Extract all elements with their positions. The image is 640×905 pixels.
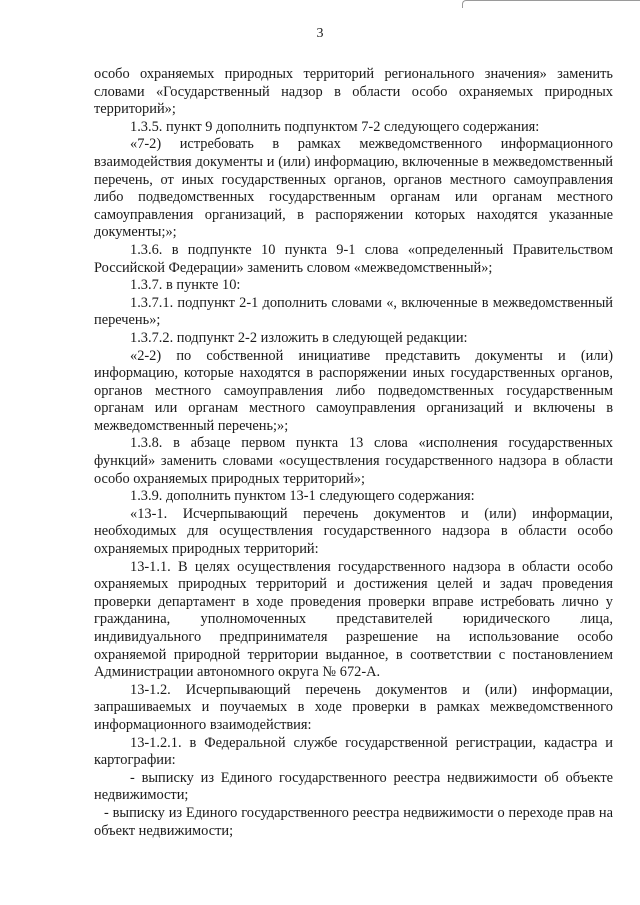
paragraph: 1.3.7. в пункте 10:	[130, 277, 241, 294]
paragraph: 1.3.7.2. подпункт 2-2 изложить в следующей редакции:	[130, 329, 468, 346]
paragraph: 1.3.8. в абзаце первом пункта 13 слова «исполнения государственных функций» заменить словами «осуществления государственного надзора в области особо охраняемых природных территорий»;	[94, 435, 613, 487]
page-number: 3	[316, 26, 324, 41]
paragraph: 1.3.6. в подпункте 10 пункта 9-1 слова «определенный Правительством Российской Федерации» заменить словом «межведомственный»;	[94, 241, 613, 276]
paragraph: «7-2) истребовать в рамках межведомственного информационного взаимодействия документы и (или) информацию, включенные в межведомственный перечень, от иных государственных органов, органов местного самоуправления либо подведомственных государственным органам или органам местного самоуправления организаций, в распоряжении которых находятся указанные документы;»;	[94, 136, 613, 241]
document-body	[94, 66, 613, 840]
paragraph: 1.3.5. пункт 9 дополнить подпунктом 7-2 следующего содержания:	[130, 118, 540, 135]
paragraph: 1.3.9. дополнить пунктом 13-1 следующего содержания:	[130, 488, 475, 505]
scan-corner-mark	[462, 0, 640, 8]
paragraph: особо охраняемых природных территорий регионального значения» заменить словами «Государственный надзор в области особо охраняемых природных территорий»;	[94, 66, 613, 118]
paragraph: 13-1.2.1. в Федеральной службе государственной регистрации, кадастра и картографии:	[94, 734, 613, 769]
paragraph: «13-1. Исчерпывающий перечень документов и (или) информации, необходимых для осуществления государственного надзора в области особо охраняемых природных территорий:	[94, 505, 613, 558]
paragraph: 13-1.2. Исчерпывающий перечень документов и (или) информации, запрашиваемых и поучаемых в ходе проверки в рамках межведомственного информационного взаимодействия:	[94, 681, 613, 733]
list-item: - выписку из Единого государственного реестра недвижимости об объекте недвижимости;	[94, 769, 613, 804]
paragraph: 13-1.1. В целях осуществления государственного надзора в области особо охраняемых природных территорий и достижения целей и задач проведения проверки департамент в ходе проведения проверки вправе истребовать лично у гражданина, уполномоченных представителей юридического лица, индивидуального предпринимателя разрешение на использование особо охраняемой природной территории выданное, в соответствии с постановлением Администрации автономного округа № 672-А.	[94, 558, 613, 681]
paragraph: 1.3.7.1. подпункт 2-1 дополнить словами «, включенные в межведомственный перечень»;	[94, 294, 613, 329]
paragraph: «2-2) по собственной инициативе представить документы и (или) информацию, которые находятся в распоряжении иных государственных органов, органов местного самоуправления либо подведомственных государственным органам или органам местного самоуправления организаций и включены в межведомственный перечень;»;	[94, 347, 613, 434]
list-item: - выписку из Единого государственного реестра недвижимости о переходе прав на объект недвижимости;	[94, 804, 613, 839]
